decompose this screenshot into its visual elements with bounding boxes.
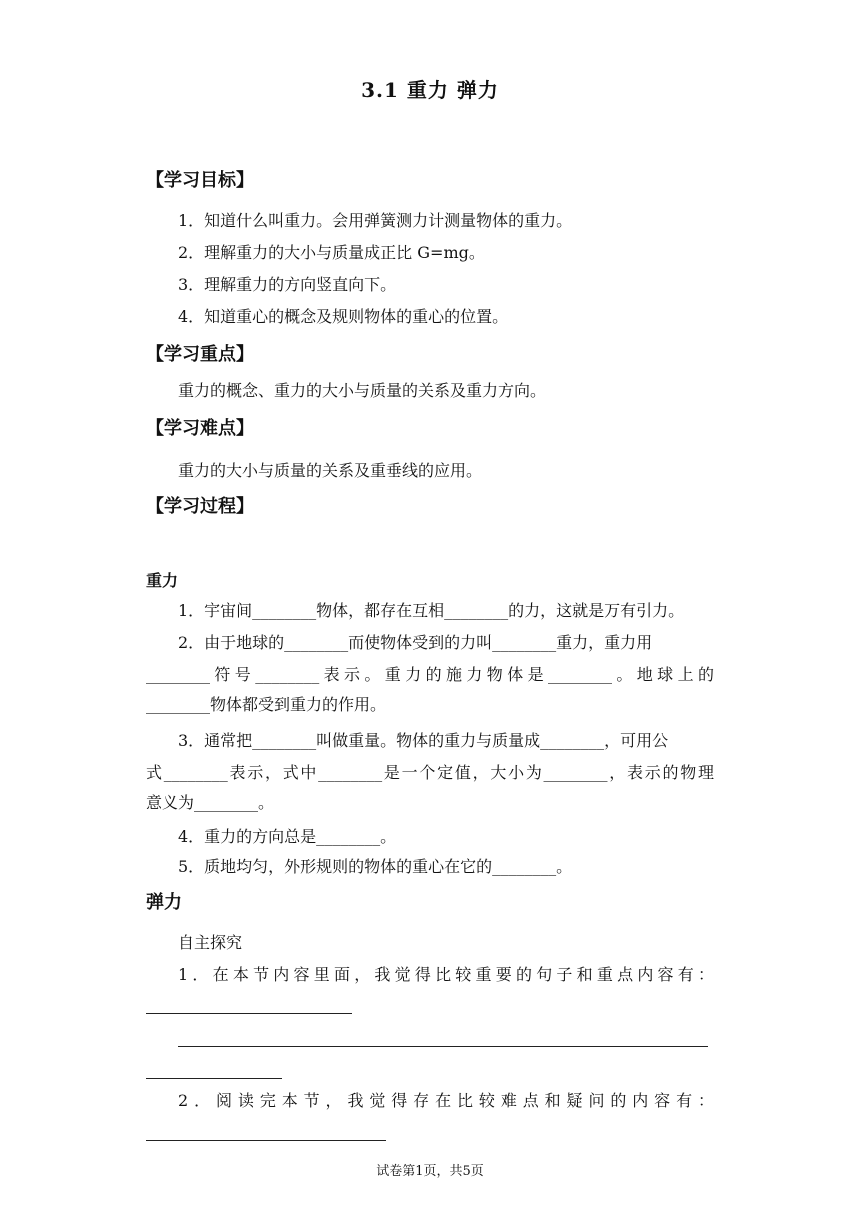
gravity-line-6: 式________表示，式中________是一个定值，大小为________，表示的物理 <box>146 763 714 782</box>
gravity-line-2: 2．由于地球的________而使物体受到的力叫________重力，重力用 <box>178 633 653 652</box>
elastic-item-1: 1．在本节内容里面，我觉得比较重要的句子和重点内容有： <box>178 965 714 984</box>
objective-item-1: 1．知道什么叫重力。会用弹簧测力计测量物体的重力。 <box>178 211 573 230</box>
difficulties-heading: 【学习难点】 <box>146 418 254 439</box>
objectives-heading: 【学习目标】 <box>146 170 254 191</box>
key-points-text: 重力的概念、重力的大小与质量的关系及重力方向。 <box>178 381 547 400</box>
gravity-line-9: 5．质地均匀，外形规则的物体的重心在它的________。 <box>178 857 573 876</box>
page-title: 3.1 重力 弹力 <box>361 78 499 102</box>
difficulties-text: 重力的大小与质量的关系及重垂线的应用。 <box>178 461 483 480</box>
gravity-line-7: 意义为________。 <box>146 793 275 812</box>
answer-line <box>146 1140 386 1141</box>
process-heading: 【学习过程】 <box>146 496 254 517</box>
answer-line <box>178 1046 708 1047</box>
elastic-subheading: 自主探究 <box>178 933 243 952</box>
gravity-line-1: 1．宇宙间________物体，都存在互相________的力，这就是万有引力。 <box>178 601 685 620</box>
gravity-line-3: ________符号________表示。重力的施力物体是________。地球上的 <box>146 665 714 684</box>
gravity-line-8: 4．重力的方向总是________。 <box>178 827 397 846</box>
gravity-line-4: ________物体都受到重力的作用。 <box>146 695 387 714</box>
key-points-heading: 【学习重点】 <box>146 344 254 365</box>
gravity-line-5: 3．通常把________叫做重量。物体的重力与质量成________，可用公 <box>178 731 669 750</box>
answer-line <box>146 1078 282 1079</box>
elastic-item-2: 2．阅读完本节，我觉得存在比较难点和疑问的内容有： <box>178 1091 714 1110</box>
objective-item-4: 4．知道重心的概念及规则物体的重心的位置。 <box>178 307 509 326</box>
gravity-heading: 重力 <box>146 571 179 590</box>
answer-line <box>146 1013 352 1014</box>
elastic-heading: 弹力 <box>146 892 182 913</box>
page-footer: 试卷第1页，共5页 <box>376 1164 484 1179</box>
objective-item-3: 3．理解重力的方向竖直向下。 <box>178 275 397 294</box>
objective-item-2: 2．理解重力的大小与质量成正比 G=mg。 <box>178 243 485 262</box>
